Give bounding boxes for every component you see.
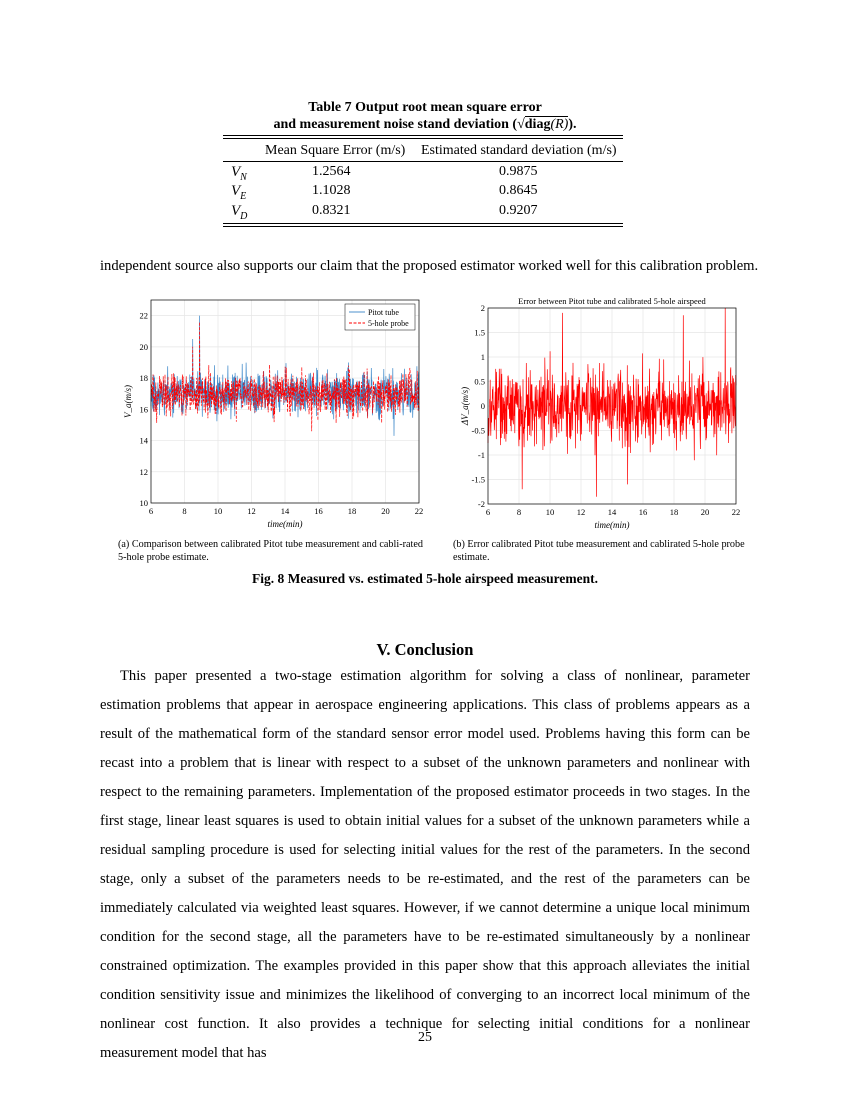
table-top-rule bbox=[223, 135, 623, 136]
table-bottom-rule-2 bbox=[223, 226, 623, 227]
table-cell-mse: 1.2564 bbox=[312, 164, 351, 179]
row-label-main: V bbox=[231, 183, 241, 199]
figure-caption: Fig. 8 Measured vs. estimated 5-hole airspeed measurement. bbox=[252, 571, 598, 586]
legend-entry: Pitot tube bbox=[368, 308, 399, 317]
row-label-sub: N bbox=[240, 172, 247, 183]
table-caption-prefix: and measurement noise stand deviation ( bbox=[273, 117, 518, 132]
y-tick-label: 20 bbox=[139, 341, 148, 352]
y-tick-label: -0.5 bbox=[471, 425, 485, 436]
y-tick-label: 2 bbox=[480, 303, 485, 313]
x-tick-label: 16 bbox=[314, 506, 323, 516]
conclusion-paragraph: This paper presented a two-stage estimation algorithm for solving a class of nonlinear, parameter estimation problems that appear in aerospace engineering applications. This class of problems appears as a result of the mathematical form of the standard sensor error model used. Problems having this form can be recast into a problem that is linear with respect to a subset of the unknown parameters and nonlinear with respect to the remaining parameters. Implementation of the proposed estimator proceeds in two stages. In the first stage, linear least squares is used to obtain initial values for a subset of the unknown parameters while a residual sampling procedure is used for selecting initial values for the rest of the parameters. In the second stage, only a subset of the parameters needs to be re-estimated, and the rest of the parameters can be immediately calculated via weighted least squares. However, if we cannot determine a unique local minimum condition for the second stage, all the parameters have to be re-estimated simultaneously by a nonlinear constrained optimization. The examples provided in this paper show that this approach alleviates the initial condition sensitivity issue and minimizes the likelihood of converging to an incorrect local minimum of the nonlinear cost function. It also provides a technique for selecting initial conditions for a nonlinear measurement model that has bbox=[100, 668, 750, 1061]
y-axis-label: V_a(m/s) bbox=[123, 385, 133, 418]
x-tick-label: 12 bbox=[247, 506, 256, 516]
table-cell-std: 0.9875 bbox=[499, 164, 538, 179]
continuation-paragraph: independent source also supports our claim that the proposed estimator worked well for this calibration problem. bbox=[100, 258, 759, 274]
subcaption-b: (b) Error calibrated Pitot tube measurement and cablirated 5-hole probe estimate. bbox=[453, 539, 745, 563]
y-axis-label: ΔV_a(m/s) bbox=[460, 386, 470, 426]
y-tick-label: 1 bbox=[480, 352, 485, 362]
subcaption-a: (a) Comparison between calibrated Pitot tube measurement and cabli-rated 5-hole probe estimate. bbox=[118, 539, 423, 563]
sqrt-symbol: √ bbox=[517, 117, 525, 132]
table-row-label-ve bbox=[231, 183, 246, 202]
table-row-label-vn bbox=[231, 164, 247, 183]
x-tick-label: 8 bbox=[516, 507, 522, 517]
sqrt-argument bbox=[525, 116, 569, 132]
y-tick-label: 12 bbox=[139, 466, 148, 477]
y-tick-label: -1 bbox=[477, 450, 485, 460]
row-label-main: V bbox=[231, 203, 241, 219]
chart-title: Error between Pitot tube and calibrated 5-hole airspeed bbox=[518, 296, 706, 306]
y-tick-label: 14 bbox=[139, 435, 148, 446]
x-tick-label: 12 bbox=[576, 507, 586, 517]
x-axis-label: time(min) bbox=[594, 520, 630, 530]
y-tick-label: 0.5 bbox=[474, 376, 485, 387]
diag-text: diag bbox=[524, 117, 551, 132]
x-tick-label: 16 bbox=[638, 507, 648, 517]
table-top-rule-2 bbox=[223, 138, 623, 139]
x-tick-label: 6 bbox=[485, 507, 491, 517]
y-tick-label: 22 bbox=[139, 310, 148, 321]
x-tick-label: 18 bbox=[669, 507, 679, 517]
x-tick-label: 14 bbox=[280, 506, 290, 516]
table-bottom-rule bbox=[223, 223, 623, 224]
table-caption-suffix: ). bbox=[568, 117, 577, 132]
y-tick-label: 0 bbox=[480, 401, 485, 411]
table-header-mse: Mean Square Error (m/s) bbox=[265, 143, 406, 158]
table-caption-line1: Table 7 Output root mean square error bbox=[308, 100, 542, 115]
row-label-sub: D bbox=[240, 211, 248, 222]
figure-8a-chart bbox=[100, 290, 430, 535]
y-tick-label: 1.5 bbox=[474, 327, 485, 338]
y-tick-label: 10 bbox=[139, 498, 148, 508]
table-cell-std: 0.9207 bbox=[499, 203, 538, 218]
x-tick-label: 20 bbox=[381, 506, 390, 516]
y-tick-label: -2 bbox=[477, 499, 485, 509]
figure-8b-chart bbox=[440, 290, 750, 535]
table-cell-std: 0.8645 bbox=[499, 183, 538, 198]
table-cell-mse: 0.8321 bbox=[312, 203, 351, 218]
x-tick-label: 10 bbox=[545, 507, 555, 517]
x-tick-label: 14 bbox=[607, 507, 617, 517]
y-tick-label: 16 bbox=[139, 404, 148, 415]
x-tick-label: 6 bbox=[148, 506, 154, 516]
x-tick-label: 22 bbox=[731, 507, 741, 517]
row-label-sub: E bbox=[240, 191, 247, 202]
table-header-std: Estimated standard deviation (m/s) bbox=[421, 143, 617, 158]
table-cell-mse: 1.1028 bbox=[312, 183, 351, 198]
legend-entry: 5-hole probe bbox=[368, 319, 409, 328]
table-row-label-vd bbox=[231, 203, 247, 222]
x-axis-label: time(min) bbox=[267, 519, 303, 529]
section-title: V. Conclusion bbox=[376, 640, 474, 659]
x-tick-label: 18 bbox=[347, 506, 357, 516]
x-tick-label: 10 bbox=[213, 506, 223, 516]
x-tick-label: 8 bbox=[182, 506, 187, 516]
y-tick-label: 18 bbox=[139, 373, 148, 384]
table-header-rule bbox=[223, 161, 623, 162]
diag-argument: (R) bbox=[550, 117, 569, 132]
y-tick-label: -1.5 bbox=[471, 474, 485, 485]
page-number: 25 bbox=[418, 1030, 432, 1045]
x-tick-label: 22 bbox=[414, 506, 424, 516]
table-caption-line2 bbox=[0, 116, 850, 133]
row-label-main: V bbox=[231, 164, 241, 180]
x-tick-label: 20 bbox=[700, 507, 710, 517]
